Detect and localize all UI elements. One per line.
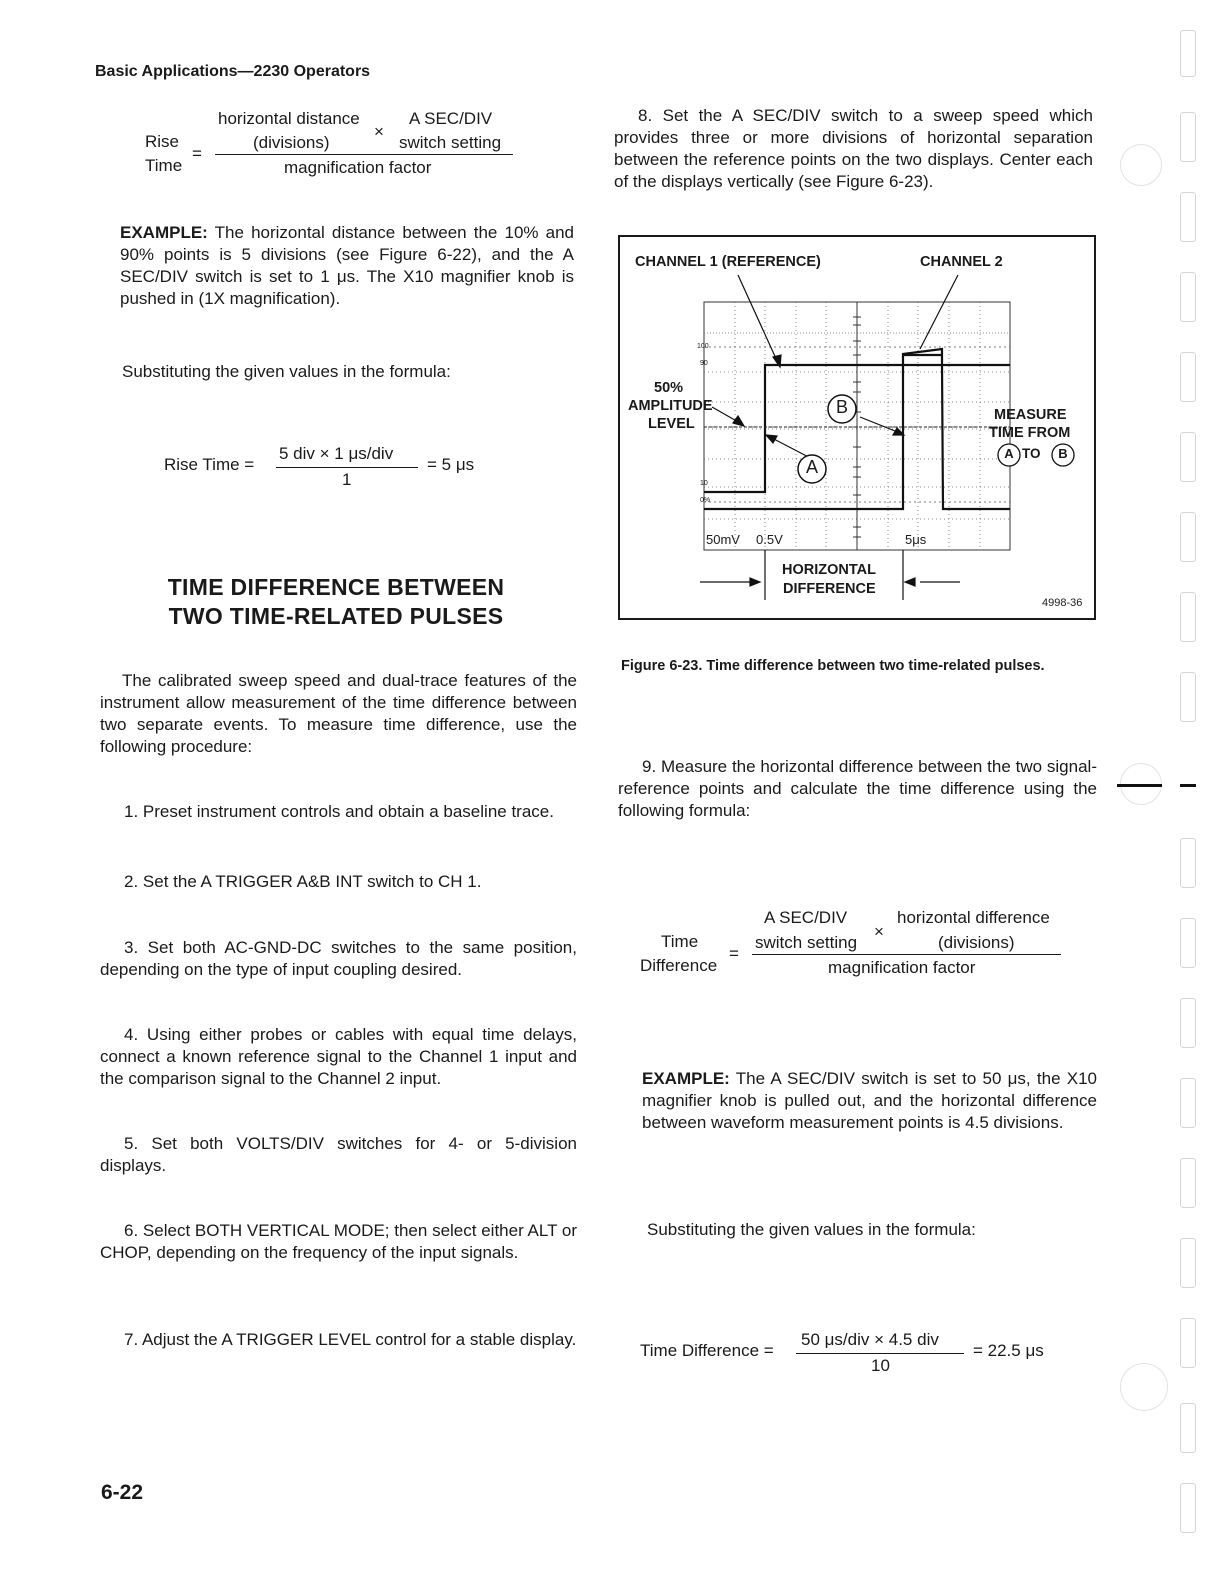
time-calc-lhs: Time Difference = (640, 1341, 774, 1360)
rise-formula-lhs-line2: Time (145, 156, 183, 175)
binder-hole (1120, 144, 1162, 186)
section-heading-line1: TIME DIFFERENCE BETWEEN (167, 574, 505, 600)
rise-formula-times: × (374, 122, 384, 141)
time-formula-num-right-top: horizontal difference (897, 908, 1050, 927)
hdiff-left-arrowhead (750, 578, 760, 586)
example-label: EXAMPLE: (120, 223, 208, 242)
rise-formula-fraction-bar (215, 154, 513, 155)
margin-mark (1180, 112, 1196, 162)
point-b-text: B (835, 397, 848, 417)
scale-volts-ch1: 50mV (706, 532, 740, 547)
rise-formula-num-left-bottom: (divisions) (253, 133, 330, 152)
margin-mark (1180, 30, 1196, 77)
margin-mark (1180, 1238, 1196, 1288)
rise-calc-denominator: 1 (342, 470, 352, 489)
rise-formula-num-right-top: A SEC/DIV (409, 109, 493, 128)
time-formula-num-left-bottom: switch setting (755, 933, 858, 952)
time-calc-numerator: 50 μs/div × 4.5 div (801, 1330, 939, 1349)
measure-label-line2: TIME FROM (989, 425, 1071, 441)
margin-mark (1180, 352, 1196, 402)
figure-caption: Figure 6-23. Time difference between two time-related pulses. (621, 658, 1045, 674)
a-arrowhead (766, 435, 777, 443)
example-text: The horizontal distance between the 10% and 90% points is 5 divisions (see Figure 6-22), and the A SEC/DIV switch is set to 1 μs. The X10 magnifier knob is pushed in (1X magnification). (120, 223, 574, 308)
amplitude-arrowhead (733, 416, 744, 426)
substituting-text-2: Substituting the given values in the formula: (647, 1220, 976, 1239)
amplitude-label-line3: LEVEL (648, 416, 695, 432)
section-heading (130, 573, 542, 631)
margin-mark (1180, 512, 1196, 562)
pointer-lines (700, 275, 960, 600)
time-calc-fraction-bar (796, 1353, 964, 1354)
measure-label-line1: MEASURE (994, 407, 1067, 423)
channel-2-label: CHANNEL 2 (920, 254, 1003, 270)
time-calc-result: = 22.5 μs (973, 1341, 1044, 1360)
graticule-90-label: 90 (700, 360, 708, 367)
rise-formula-equals: = (192, 144, 202, 163)
amplitude-label-line2: AMPLITUDE (628, 398, 713, 414)
example-2-label: EXAMPLE: (642, 1069, 730, 1088)
step-5: 5. Set both VOLTS/DIV switches for 4- or 5-division displays. (100, 1134, 577, 1175)
time-formula-lhs-line1: Time (661, 932, 699, 951)
horizontal-difference-line2: DIFFERENCE (783, 581, 876, 597)
binder-hole-mark (1180, 784, 1196, 787)
measure-to-text: TO (1022, 446, 1041, 461)
margin-mark (1180, 1078, 1196, 1128)
step-7: 7. Adjust the A TRIGGER LEVEL control for a stable display. (124, 1330, 577, 1349)
rise-calc-numerator: 5 div × 1 μs/div (279, 444, 394, 463)
margin-mark (1180, 1158, 1196, 1208)
channel-1-label: CHANNEL 1 (REFERENCE) (635, 254, 821, 270)
time-formula-denominator: magnification factor (828, 958, 976, 977)
step-1: 1. Preset instrument controls and obtain a baseline trace. (124, 802, 554, 821)
time-formula-fraction-bar (752, 954, 1061, 955)
graticule-10-label: 10 (700, 480, 708, 487)
example-rise-time (120, 222, 574, 310)
example-2-text: The A SEC/DIV switch is set to 50 μs, the X10 magnifier knob is pulled out, and the horizontal difference between waveform measurement points is 4.5 divisions. (642, 1069, 1097, 1132)
step-3: 3. Set both AC-GND-DC switches to the same position, depending on the type of input coupling desired. (100, 938, 577, 979)
rise-formula-lhs-line1: Rise (145, 132, 180, 151)
amplitude-label-line1: 50% (654, 380, 684, 396)
margin-mark (1180, 672, 1196, 722)
rise-calc-fraction-bar (276, 467, 418, 468)
figure-6-23 (618, 235, 1096, 620)
margin-mark (1180, 272, 1196, 322)
step-4: 4. Using either probes or cables with equal time delays, connect a known reference signal to the Channel 1 input and the comparison signal to the Channel 2 input. (100, 1025, 577, 1088)
measure-b-text: B (1058, 446, 1068, 461)
step-2: 2. Set the A TRIGGER A&B INT switch to CH 1. (124, 872, 482, 891)
hdiff-right-arrowhead (905, 578, 915, 586)
point-a-text: A (805, 457, 818, 477)
margin-mark (1180, 1318, 1196, 1368)
margin-mark (1180, 432, 1196, 482)
time-calc-denominator: 10 (871, 1356, 890, 1375)
margin-mark (1180, 918, 1196, 968)
step-6: 6. Select BOTH VERTICAL MODE; then select either ALT or CHOP, depending on the frequency of the input signals. (100, 1221, 577, 1262)
graticule-0-label: 0% (700, 497, 711, 504)
figure-id: 4998-36 (1042, 597, 1083, 609)
rise-calc-result: = 5 μs (427, 455, 475, 474)
measure-a-text: A (1004, 446, 1014, 461)
horizontal-difference-line1: HORIZONTAL (782, 562, 876, 578)
example-time-difference (642, 1068, 1097, 1134)
page-number: 6-22 (101, 1481, 144, 1504)
time-formula-num-right-bottom: (divisions) (938, 933, 1015, 952)
graticule-100-label: 100 (697, 343, 709, 350)
time-formula-times: × (874, 922, 884, 941)
margin-mark (1180, 192, 1196, 242)
time-formula-num-left-top: A SEC/DIV (764, 908, 848, 927)
margin-mark (1180, 838, 1196, 888)
margin-mark (1180, 998, 1196, 1048)
section-heading-line2: TWO TIME-RELATED PULSES (168, 603, 504, 629)
margin-mark (1180, 1483, 1196, 1533)
binder-hole (1120, 1363, 1168, 1411)
center-axis (853, 302, 861, 550)
substituting-text-1: Substituting the given values in the formula: (122, 362, 451, 381)
scale-volts-ch2: 0.5V (756, 532, 783, 547)
running-header: Basic Applications—2230 Operators (95, 63, 371, 80)
time-formula-equals: = (729, 944, 739, 963)
scale-time: 5μs (905, 532, 927, 547)
binder-hole-mark (1117, 784, 1162, 787)
rise-calc-lhs: Rise Time = (164, 455, 255, 474)
rise-formula-num-right-bottom: switch setting (399, 133, 502, 152)
intro-paragraph: The calibrated sweep speed and dual-trace features of the instrument allow measurement of the time difference between two separate events. To measure time difference, use the following procedure: (100, 671, 577, 756)
step-8: 8. Set the A SEC/DIV switch to a sweep speed which provides three or more divisions of horizontal separation between the reference points on the two displays. Center each of the displays vertically (see Figure 6-23). (614, 106, 1093, 191)
rise-formula-denominator: magnification factor (284, 158, 432, 177)
step-9: 9. Measure the horizontal difference between the two signal-reference points and calculate the time difference using the following formula: (618, 757, 1097, 820)
margin-mark (1180, 1403, 1196, 1453)
margin-mark (1180, 592, 1196, 642)
time-formula-lhs-line2: Difference (640, 956, 718, 975)
rise-formula-num-left-top: horizontal distance (218, 109, 360, 128)
